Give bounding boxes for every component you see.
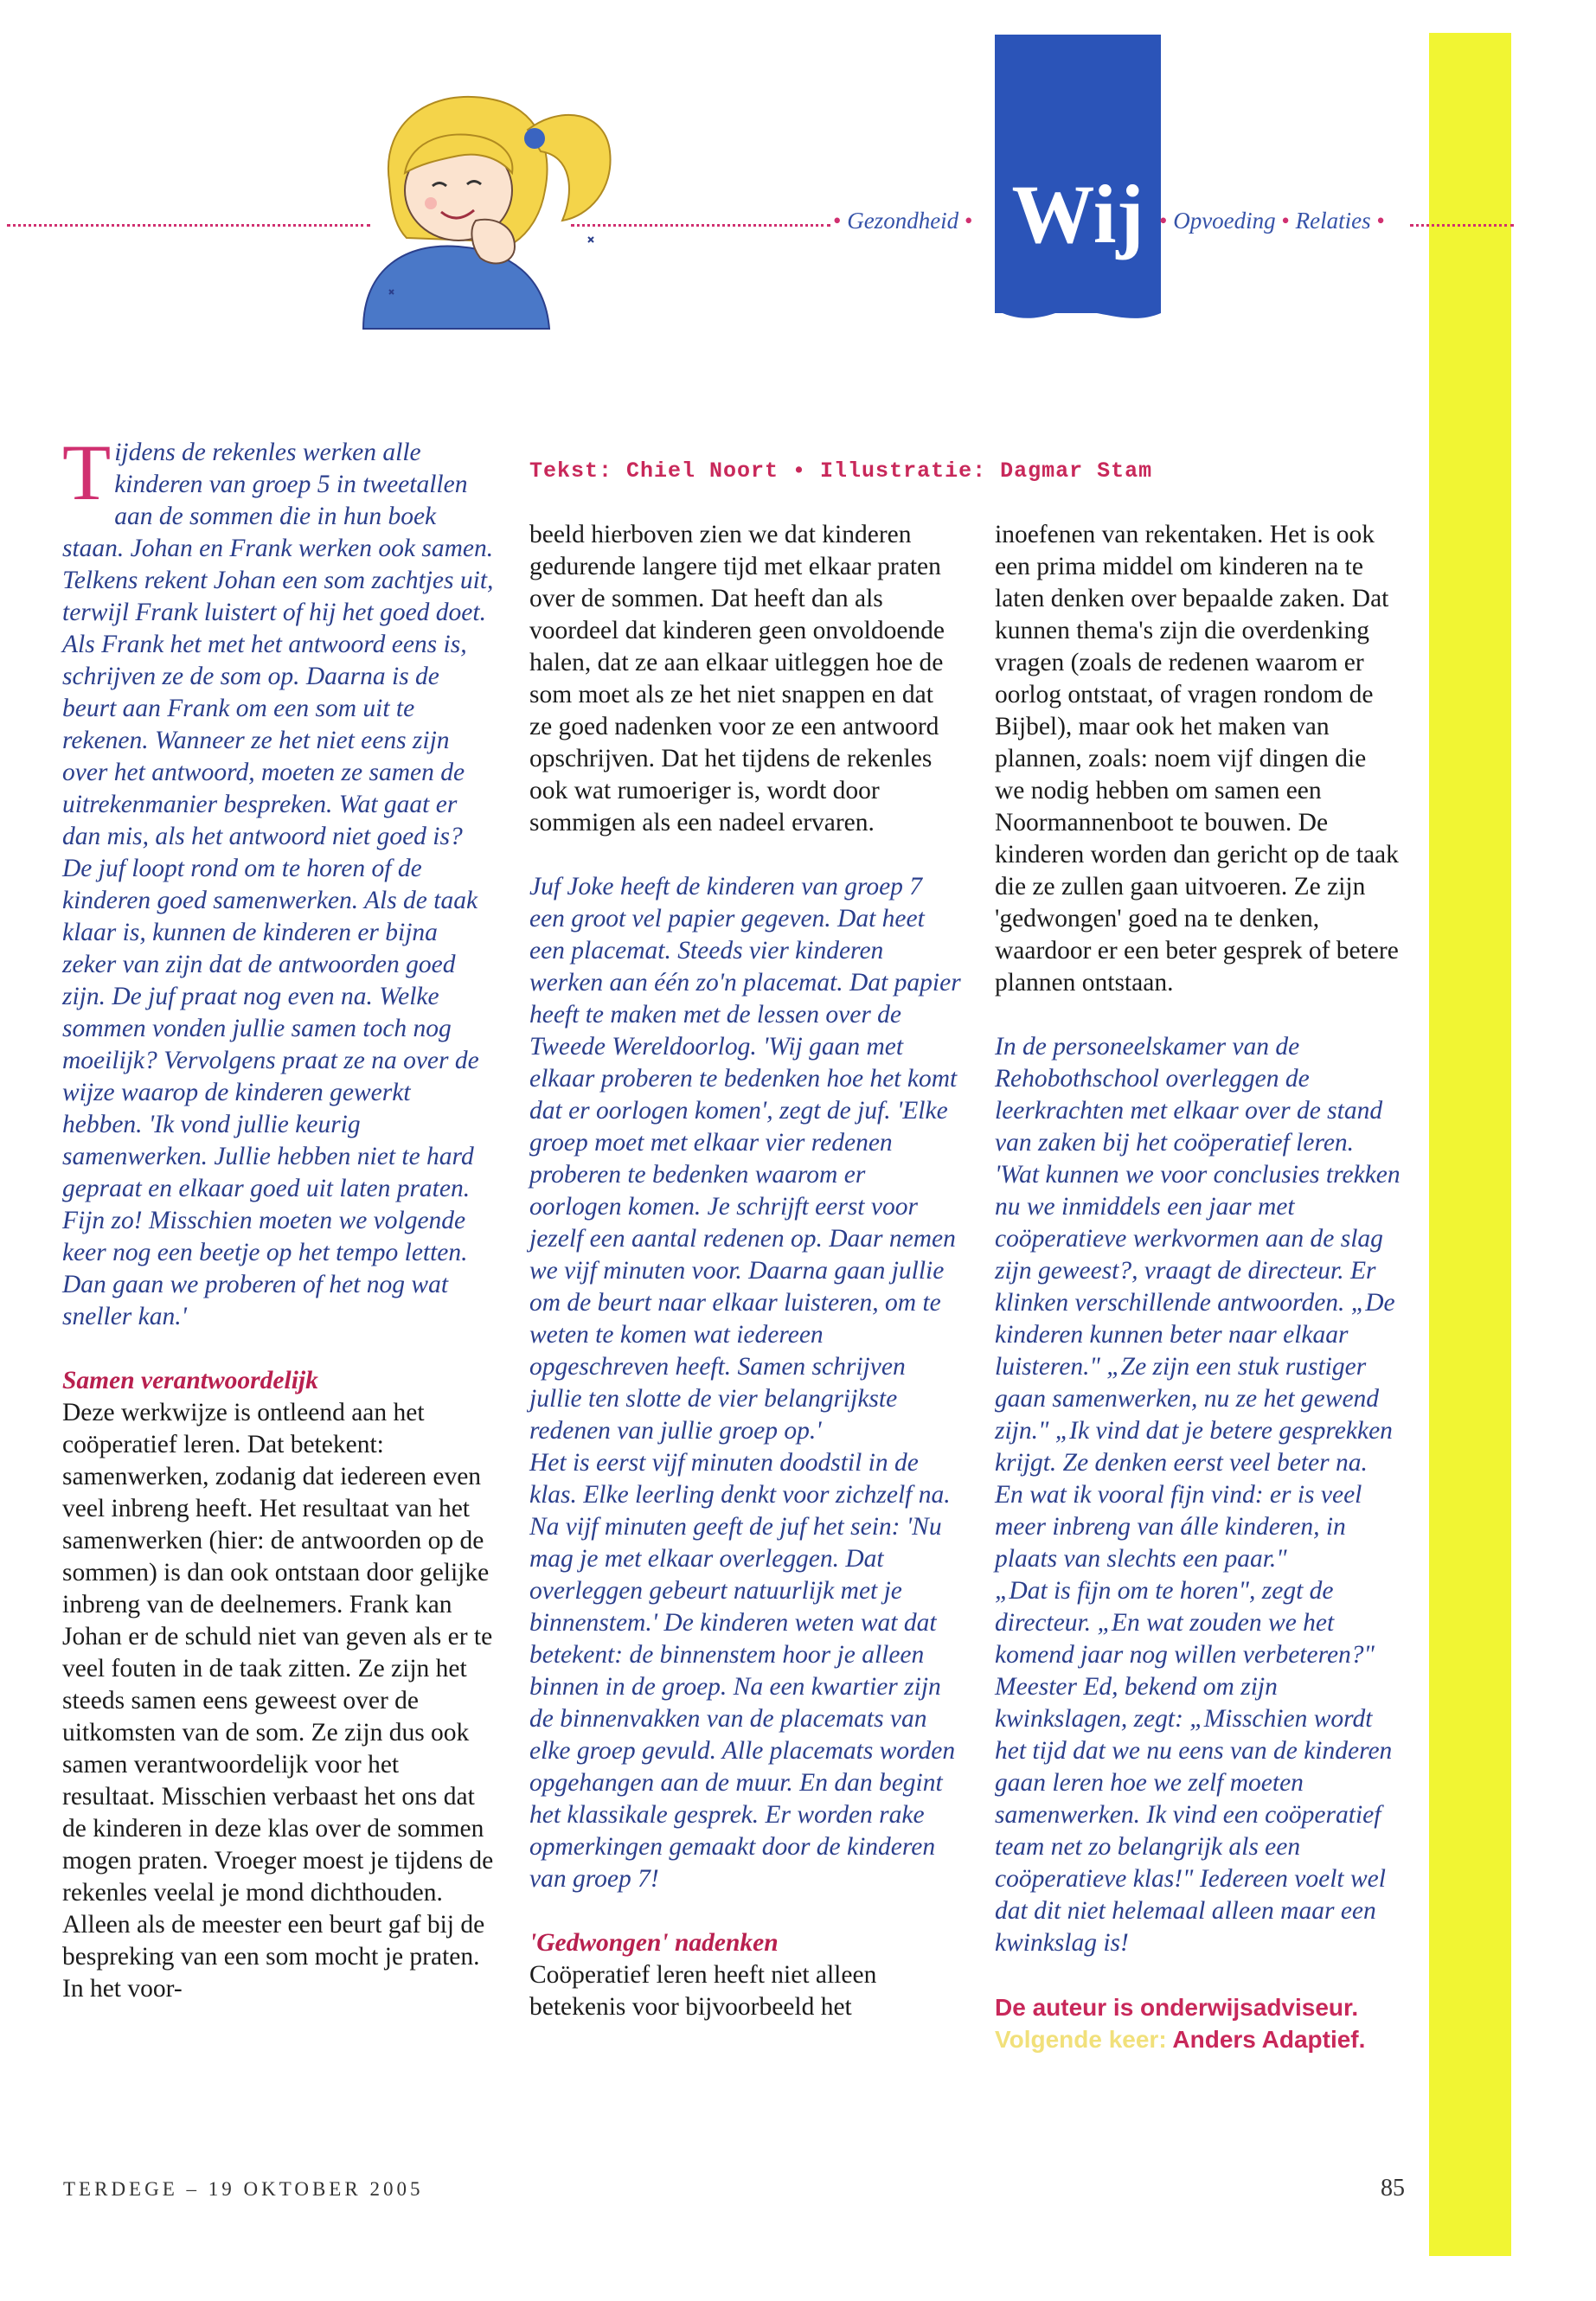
intro-paragraph: Tijdens de rekenles werken alle kinderen van groep 5 in tweetallen aan de sommen die in hun boek staan. Johan en Frank werken ook samen. Telkens rekent Johan een som zachtjes uit, terwijl Frank luistert of hij het goed doet. Als Frank het met het antwoord eens is, schrijven ze de som op. Daarna is de beurt aan Frank om een som uit te rekenen. Wanneer ze het niet eens zijn over het antwoord, moeten ze samen de uitrekenmanier bespreken. Wat gaat er dan mis, als het antwoord niet goed is?	[62, 428, 494, 850]
italic-paragraph-2: „Dat is fijn om te horen", zegt de directeur. „En wat zouden we het komend jaar nog willen verbeteren?" Meester Ed, bekend om zijn kwinkslagen, zegt: „Misschien wordt het tijd dat we nu eens van de kinderen gaan leren hoe we zelf moeten samenwerken. Ik vind een coöperatief team net zo belangrijk als een coöperatieve klas!" Iedereen voelt wel dat dit niet helemaal alleen maar een kwinkslag is!	[995, 1577, 1393, 1957]
nav-item-opvoeding: Opvoeding	[1173, 208, 1276, 234]
header-dotted-line-left	[7, 224, 370, 227]
italic-paragraph: In de personeelskamer van de Rehobothschool overleggen de leerkrachten met elkaar over de stand van zaken bij het coöperatief leren. 'Wat kunnen we voor conclusies trekken nu we inmiddels een jaar met coöperatieve werkvormen aan de slag zijn geweest?, vraagt de directeur. Er klinken verschillende antwoorden. „De kinderen kunnen beter naar elkaar luisteren." „Ze zijn een stuk rustiger gaan samenwerken, nu ze het gewend zijn." „Ik vind dat je betere gesprekken krijgt. Ze denken eerst veel beter na. En wat ik vooral fijn vind: er is veel meer inbreng van álle kinderen, in plaats van slechts een paar."	[995, 1033, 1401, 1573]
body-paragraph-2: Coöperatief leren heeft niet alleen betekenis voor bijvoorbeeld het	[529, 1961, 877, 2021]
nav-left: • Gezondheid •	[833, 208, 973, 234]
subhead-gedwongen-nadenken: 'Gedwongen' nadenken	[529, 1929, 779, 1957]
body-paragraph: inoefenen van rekentaken. Het is ook een prima middel om kinderen na te laten denken over bepaalde zaken. Dat kunnen thema's zijn die overdenking vragen (zoals de redenen waarom er oorlog ontstaat, of vragen rondom de Bijbel), maar ook het maken van plannen, zoals: noem vijf dingen die we nodig hebben om samen een Noormannenboot te bouwen. De kinderen worden dan gericht op de taak die ze zullen gaan uitvoeren. Ze zijn 'gedwongen' goed na te denken, waardoor er een beter gesprek of betere plannen ontstaan.	[995, 521, 1399, 997]
intro-paragraph-2: De juf loopt rond om te horen of de kinderen goed samenwerken. Als de taak klaar is, kunnen de kinderen er bijna zeker van zijn dat de antwoorden goed zijn. De juf praat nog even na. Welke sommen vonden jullie samen toch nog moeilijk? Vervolgens praat ze na over de wijze waarop de kinderen gewerkt hebben. 'Ik vond jullie keurig samenwerken. Jullie hebben niet te hard gepraat en elkaar goed uit laten praten. Fijn zo! Misschien moeten we volgende keer nog een beetje op het tempo letten. Dan gaan we proberen of het nog wat sneller kan.'	[62, 855, 479, 1330]
column-2	[529, 519, 962, 2023]
nav-item-gezondheid: Gezondheid	[847, 208, 959, 234]
header-dotted-line-right	[1410, 224, 1514, 227]
italic-paragraph: Juf Joke heeft de kinderen van groep 7 een groot vel papier gegeven. Dat heet een placemat. Steeds vier kinderen werken aan één zo'n placemat. Dat papier heeft te maken met de lessen over de Tweede Wereldoorlog. 'Wij gaan met elkaar proberen te bedenken hoe het komt dat er oorlogen komen', zegt de juf. 'Elke groep moet met elkaar vier redenen proberen te bedenken waarom er oorlogen komen. Je schrijft eerst voor jezelf een aantal redenen op. Daar nemen we vijf minuten voor. Daarna gaan jullie om de beurt naar elkaar luisteren, om te weten te komen wat iedereen opgeschreven heeft. Samen schrijven jullie ten slotte de vier belangrijkste redenen van jullie groep op.'	[529, 873, 961, 1445]
section-badge	[995, 35, 1161, 313]
next-time: Volgende keer: Anders Adaptief.	[995, 2026, 1366, 2053]
body-paragraph: beeld hierboven zien we dat kinderen gedurende langere tijd met elkaar praten over de sommen. Dat heeft dan als voordeel dat kinderen geen onvoldoende halen, dat ze aan elkaar uitleggen hoe de som moet als ze het niet snappen en dat ze goed nadenken voor ze een antwoord opschrijven. Dat het tijdens de rekenles ook wat rumoeriger is, wordt door sommigen als een nadeel ervaren.	[529, 521, 945, 836]
body-paragraph: Deze werkwijze is ontleend aan het coöperatief leren. Dat betekent: samenwerken, zodanig dat iedereen even veel inbreng heeft. Het resultaat van het samenwerken (hier: de antwoorden op de sommen) is dan ook ontstaan door gelijke inbreng van de deelnemers. Frank kan Johan er de schuld niet van geven als er te veel fouten in de taak zitten. Ze zijn het steeds samen eens geweest over de uitkomsten van de som. Ze zijn dus ook samen verantwoordelijk voor het resultaat. Misschien verbaast het ons dat de kinderen in deze klas over de sommen mogen praten. Vroeger moest je tijdens de rekenles veelal je mond dichthouden. Alleen als de meester een beurt gaf bij de bespreking van een som mocht je praten. In het voor-	[62, 1399, 494, 2003]
yellow-side-strip	[1429, 33, 1511, 2256]
nav-right: • Opvoeding • Relaties •	[1159, 208, 1385, 234]
article-credit: Tekst: Chiel Noort • Illustratie: Dagmar Stam	[529, 458, 1153, 484]
girl-illustration	[329, 69, 623, 346]
drop-cap: T	[62, 428, 112, 516]
author-note: De auteur is onderwijsadviseur.	[995, 1994, 1359, 2021]
subhead-samen-verantwoordelijk: Samen verantwoordelijk	[62, 1367, 318, 1394]
section-title: Wij	[1011, 168, 1144, 260]
footer-publication: TERDEGE – 19 OKTOBER 2005	[63, 2178, 424, 2200]
column-3	[995, 519, 1401, 2055]
column-1	[62, 428, 495, 2005]
nav-item-relaties: Relaties	[1295, 208, 1371, 234]
badge-wave	[995, 294, 1161, 329]
page-number: 85	[1381, 2175, 1405, 2202]
italic-paragraph-2: Het is eerst vijf minuten doodstil in de klas. Elke leerling denkt voor zichzelf na. Na vijf minuten geeft de juf het sein: 'Nu mag je met elkaar overleggen. Dat overleggen gebeurt natuurlijk met je binnenstem.' De kinderen weten wat dat betekent: de binnenstem hoor je alleen binnen in de groep. Na een kwartier zijn de binnenvakken van de placemats van elke groep gevuld. Alle placemats worden opgehangen aan de muur. En dan begint het klassikale gesprek. Er worden rake opmerkingen gemaakt door de kinderen van groep 7!	[529, 1449, 956, 1893]
